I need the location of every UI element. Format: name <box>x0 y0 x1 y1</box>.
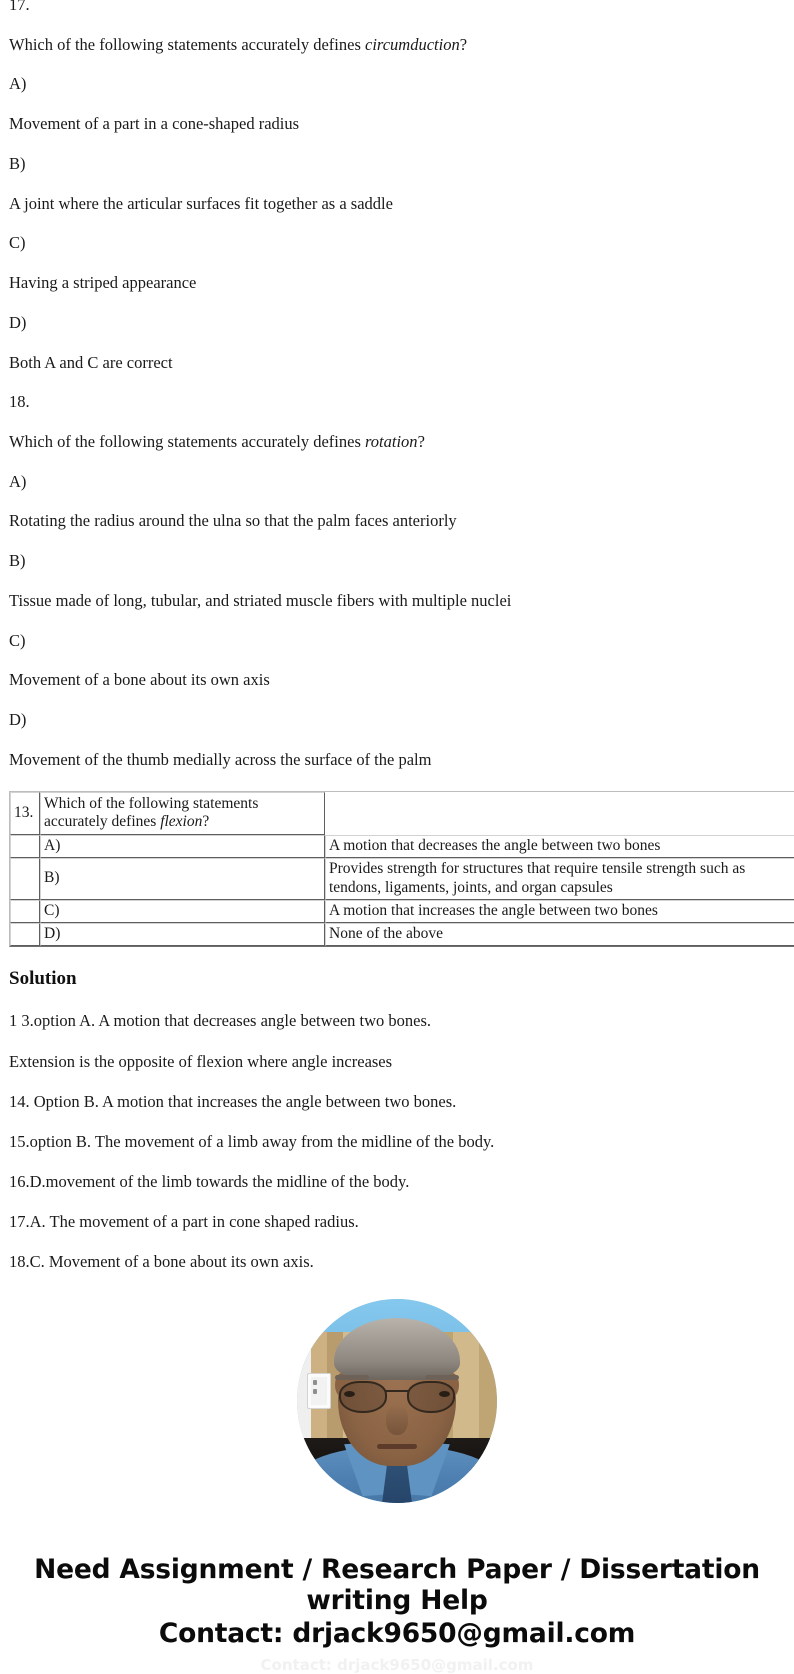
solution-heading: Solution <box>9 968 77 990</box>
question-stem-term: rotation <box>365 431 418 451</box>
question-stem-prefix: Which of the following statements accurately defines <box>9 431 365 451</box>
photo-nose <box>386 1405 408 1435</box>
table-cell-number <box>10 900 40 923</box>
question-stem-suffix: ? <box>417 431 425 451</box>
table-row <box>10 792 794 836</box>
table-cell-answer: A motion that decreases the angle between two bones <box>325 835 794 858</box>
option-letter-d: D) <box>9 710 27 730</box>
option-text-d: Movement of the thumb medially across the surface of the palm <box>9 749 432 769</box>
photo-lens-left <box>339 1381 387 1413</box>
table-cell-question-number: 13. <box>10 792 40 836</box>
table-cell-answer: Provides strength for structures that require tensile strength such as tendons, ligaments, joints, and organ capsules <box>325 858 794 900</box>
option-letter-b: B) <box>9 153 26 173</box>
footer-line-2: writing Help <box>306 1585 488 1617</box>
solution-line: 17.A. The movement of a part in cone shaped radius. <box>9 1212 359 1232</box>
option-letter-b: B) <box>9 551 26 571</box>
photo-glasses-bridge <box>385 1390 409 1393</box>
question-stem-prefix: Which of the following statements accurately defines <box>9 34 365 54</box>
question-block-17 <box>9 0 785 372</box>
question-stem-suffix: ? <box>459 34 468 54</box>
photo-lens-right <box>407 1381 455 1413</box>
footer-contact-line: Contact: drjack9650@gmail.com <box>158 1617 636 1649</box>
question-stem <box>9 36 785 54</box>
footer-ghost-text: Contact: drjack9650@gmail.com <box>260 1655 534 1674</box>
question-number: 17. <box>9 0 30 14</box>
option-letter-a: A) <box>9 471 27 491</box>
question-13-table <box>9 791 794 948</box>
option-text-d: Both A and C are correct <box>9 352 173 372</box>
option-text-a: Movement of a part in a cone-shaped radius <box>9 114 300 134</box>
option-text-b: A joint where the articular surfaces fit together as a saddle <box>9 193 393 213</box>
question-stem <box>9 433 785 451</box>
table-question-prefix: Which of the following statements accurately defines <box>44 794 259 830</box>
table-row <box>10 835 794 858</box>
solution-line: 1 3.option A. A motion that decreases angle between two bones. <box>9 1011 432 1031</box>
table-cell-option-letter: A) <box>40 835 325 858</box>
solution-line: 16.D.movement of the limb towards the midline of the body. <box>9 1171 410 1191</box>
table-row <box>10 923 794 946</box>
table-row <box>10 858 794 900</box>
portrait-container <box>9 1299 785 1503</box>
option-letter-c: C) <box>9 630 26 650</box>
photo-eyebrow-right <box>425 1375 459 1380</box>
option-text-b: Tissue made of long, tubular, and striated muscle fibers with multiple nuclei <box>9 590 512 610</box>
photo-mouth <box>377 1444 417 1449</box>
option-letter-c: C) <box>9 233 26 253</box>
photo-wall-switch <box>307 1373 331 1409</box>
table-row <box>10 900 794 923</box>
option-text-c: Movement of a bone about its own axis <box>9 670 270 690</box>
option-letter-d: D) <box>9 312 27 332</box>
question-stem-term: circumduction <box>365 34 460 54</box>
table-cell-answer: None of the above <box>325 923 794 946</box>
solution-line: 18.C. Movement of a bone about its own axis. <box>9 1252 314 1272</box>
table-cell-answer: A motion that increases the angle between two bones <box>325 900 794 923</box>
question-number: 18. <box>9 392 30 412</box>
option-text-a: Rotating the radius around the ulna so that the palm faces anteriorly <box>9 511 457 531</box>
table-cell-number <box>10 835 40 858</box>
option-text-c: Having a striped appearance <box>9 273 197 293</box>
table-cell-empty <box>325 792 794 836</box>
table-question-term: flexion <box>160 812 203 830</box>
option-letter-a: A) <box>9 74 27 94</box>
question-block-18 <box>9 393 785 769</box>
solution-line: 15.option B. The movement of a limb away from the midline of the body. <box>9 1131 495 1151</box>
table-cell-number <box>10 858 40 900</box>
table-cell-option-letter: B) <box>40 858 325 900</box>
solution-line: 14. Option B. A motion that increases the angle between two bones. <box>9 1091 457 1111</box>
table-cell-option-letter: C) <box>40 900 325 923</box>
table-question-suffix: ? <box>202 812 210 830</box>
footer-advert <box>9 1555 785 1649</box>
table-cell-number <box>10 923 40 946</box>
footer-line-1: Need Assignment / Research Paper / Dissertation <box>34 1554 760 1586</box>
avatar <box>297 1299 497 1503</box>
table-cell-question-stem <box>40 792 325 836</box>
photo-eyebrow-left <box>335 1375 369 1380</box>
table-cell-option-letter: D) <box>40 923 325 946</box>
solution-line: Extension is the opposite of flexion where angle increases <box>9 1051 393 1071</box>
